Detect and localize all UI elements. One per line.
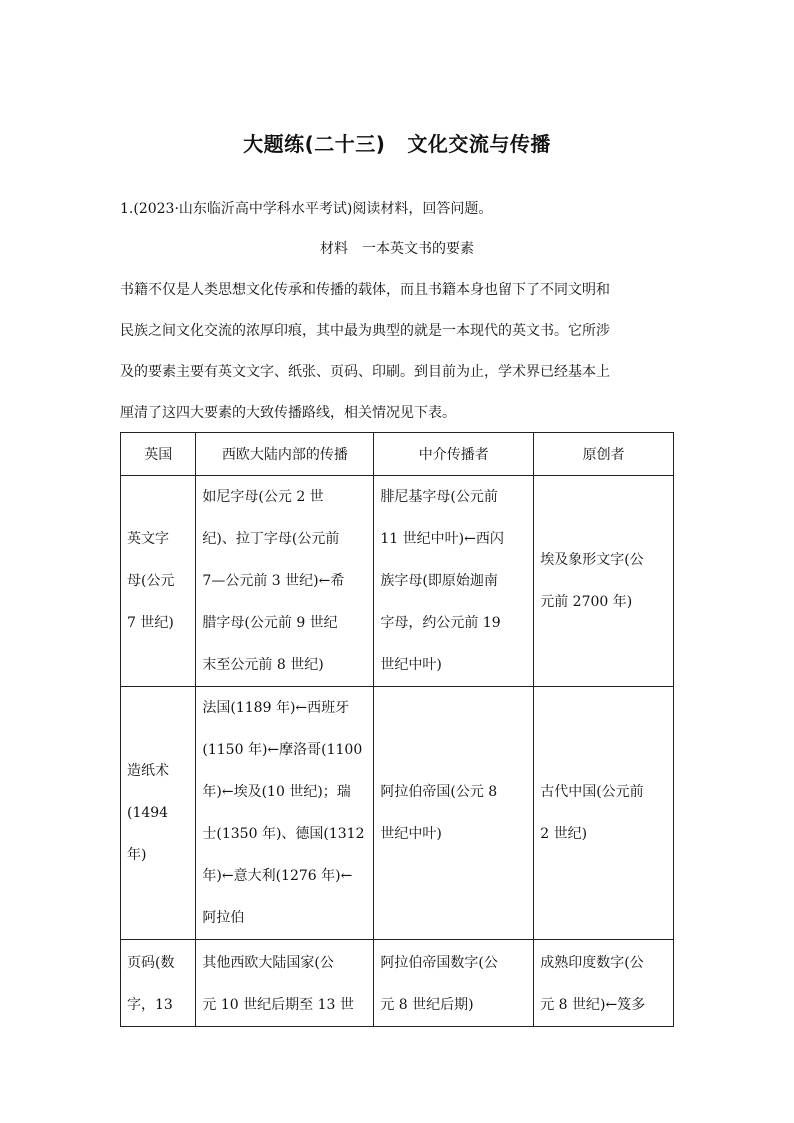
paragraph-line: 书籍不仅是人类思想文化传承和传播的载体，而且书籍本身也留下了不同文明和	[120, 282, 610, 298]
cell-line: 英文字	[127, 531, 169, 547]
cell-line: 族字母(即原始迦南	[380, 573, 498, 589]
table-cell	[121, 940, 196, 1027]
table-cell	[374, 687, 534, 940]
cell-line: 古代中国(公元前	[540, 784, 644, 800]
header-cell: 英国	[121, 433, 196, 476]
title-sub: 文化交流与传播	[407, 132, 551, 156]
table-cell	[374, 476, 534, 687]
material-label: 材料	[320, 241, 348, 257]
cell-line: 2 世纪)	[540, 826, 588, 842]
cell-line: 造纸术	[127, 763, 169, 779]
cell-line: 如尼字母(公元 2 世	[202, 489, 324, 505]
title-main: 大题练(二十三)	[243, 132, 386, 156]
cell-line: 元 8 世纪)←笈多	[540, 997, 646, 1013]
cell-line: 字，13	[127, 997, 173, 1013]
paragraph-line: 及的要素主要有英文文字、纸张、页码、印刷。到目前为止，学术界已经基本上	[120, 364, 610, 380]
table-row	[121, 476, 674, 687]
material-heading	[0, 238, 794, 258]
table-cell	[534, 476, 674, 687]
table-header-row	[121, 433, 674, 476]
table-cell	[534, 687, 674, 940]
paragraph-line: 厘清了这四大要素的大致传播路线，相关情况见下表。	[120, 405, 456, 421]
cell-line: 成熟印度数字(公	[540, 955, 644, 971]
cell-line: 阿拉伯帝国(公元 8	[380, 784, 498, 800]
material-paragraph	[120, 270, 674, 434]
cell-line: 年)	[127, 847, 147, 863]
cell-line: 年)←意大利(1276 年)←	[202, 868, 353, 884]
cell-line: 字母，约公元前 19	[380, 615, 501, 631]
table-cell	[196, 687, 374, 940]
cell-line: 埃及象形文字(公	[540, 552, 644, 568]
cell-line: 其他西欧大陆国家(公	[202, 955, 334, 971]
table-row	[121, 940, 674, 1027]
cell-line: 世纪中叶)	[380, 826, 442, 842]
cell-line: 纪)、拉丁字母(公元前	[202, 531, 340, 547]
page-title	[0, 128, 794, 157]
cell-line: 腊字母(公元前 9 世纪	[202, 615, 338, 631]
cell-line: 世纪中叶)	[380, 657, 442, 673]
paragraph-line: 民族之间文化交流的浓厚印痕，其中最为典型的就是一本现代的英文书。它所涉	[120, 323, 610, 339]
table-cell	[196, 940, 374, 1027]
header-cell: 原创者	[534, 433, 674, 476]
cell-line: 7—公元前 3 世纪)←希	[202, 573, 345, 589]
table-row	[121, 687, 674, 940]
table-cell	[121, 687, 196, 940]
cell-line: 阿拉伯	[202, 910, 245, 926]
table-cell	[534, 940, 674, 1027]
table-cell	[196, 476, 374, 687]
cell-line: 元 8 世纪后期)	[380, 997, 474, 1013]
header-cell: 中介传播者	[374, 433, 534, 476]
elements-table	[120, 432, 674, 1027]
cell-line: 母(公元	[127, 573, 175, 589]
table-cell	[374, 940, 534, 1027]
cell-line: 元前 2700 年)	[540, 594, 633, 610]
material-title: 一本英文书的要素	[362, 241, 474, 257]
question-stem: 1.(2023·山东临沂高中学科水平考试)阅读材料，回答问题。	[120, 201, 493, 217]
cell-line: 页码(数	[127, 955, 175, 971]
cell-line: 末至公元前 8 世纪)	[202, 657, 324, 673]
cell-line: 法国(1189 年)←西班牙	[202, 700, 350, 716]
cell-line: 腓尼基字母(公元前	[380, 489, 498, 505]
cell-line: (1150 年)←摩洛哥(1100	[202, 742, 363, 758]
cell-line: 7 世纪)	[127, 615, 174, 631]
cell-line: 元 10 世纪后期至 13 世	[202, 997, 354, 1013]
cell-line: 阿拉伯帝国数字(公	[380, 955, 498, 971]
cell-line: (1494	[127, 805, 169, 821]
cell-line: 年)←埃及(10 世纪)；瑞	[202, 784, 351, 800]
cell-line: 士(1350 年)、德国(1312	[202, 826, 365, 842]
cell-line: 11 世纪中叶)←西闪	[380, 531, 504, 547]
header-cell: 西欧大陆内部的传播	[196, 433, 374, 476]
table-cell	[121, 476, 196, 687]
